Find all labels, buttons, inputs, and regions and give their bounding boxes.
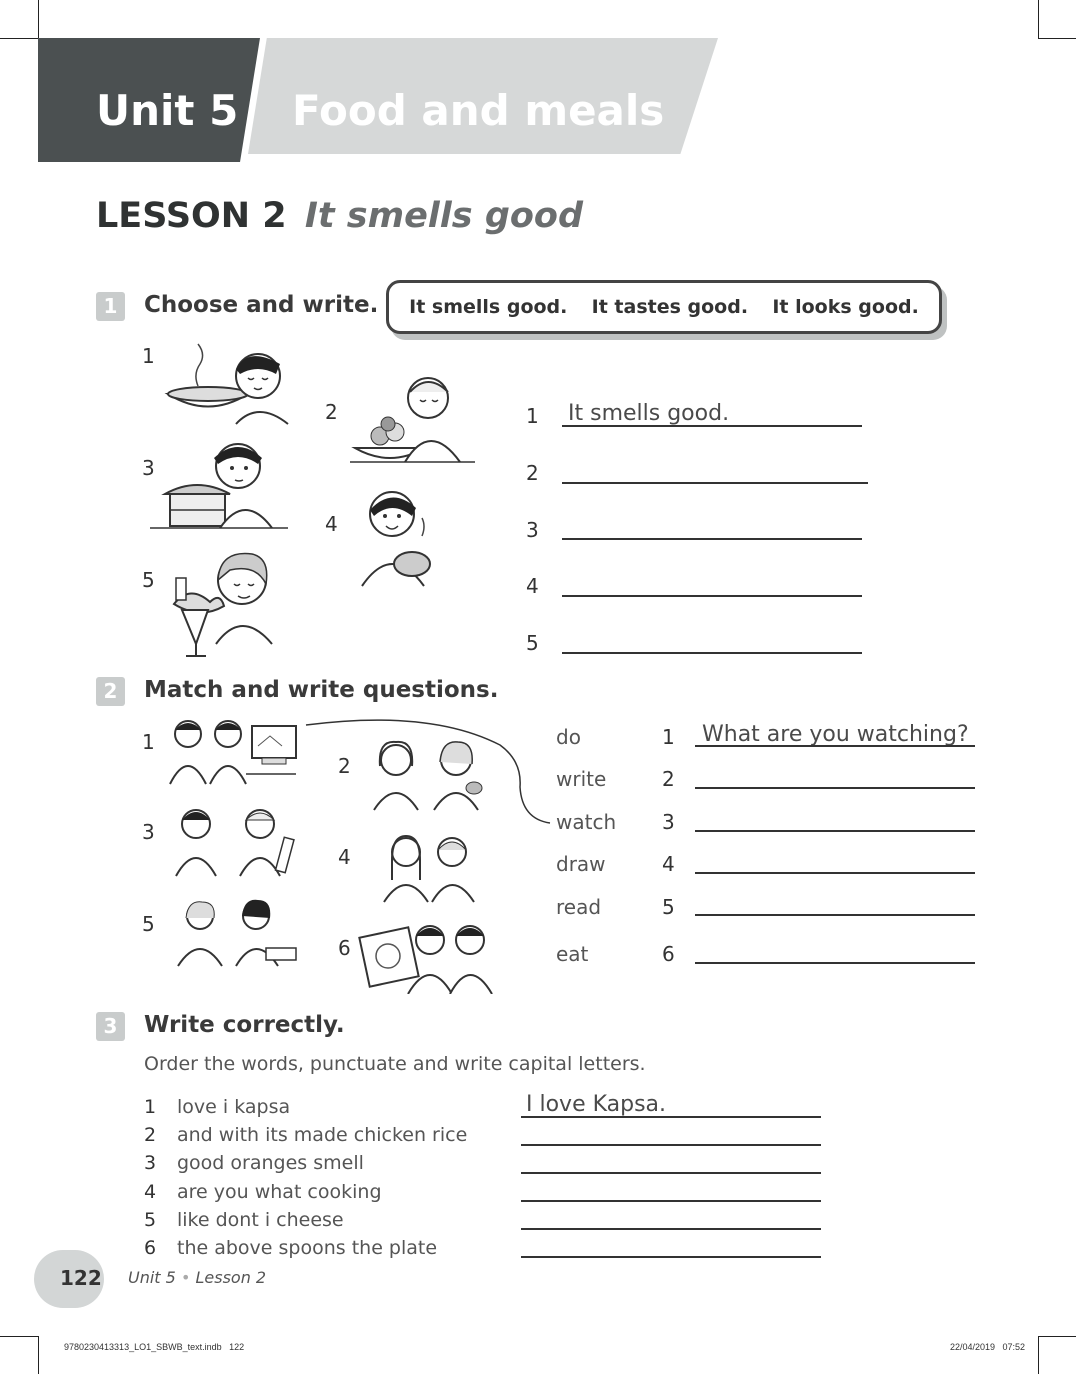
answer-line[interactable] — [562, 595, 862, 597]
footer-separator: • — [180, 1268, 191, 1287]
exercise-number: 2 — [96, 677, 125, 706]
answer-text[interactable]: It smells good. — [568, 401, 730, 426]
unit-title: Food and meals — [292, 86, 665, 135]
crop-mark — [38, 0, 39, 38]
boy-looking-at-cake-illustration — [150, 436, 290, 536]
footer-unit: Unit 5 — [128, 1268, 176, 1287]
answer-number: 4 — [662, 852, 675, 876]
answer-line[interactable] — [695, 787, 975, 789]
picture-number: 2 — [325, 400, 338, 424]
answer-number: 2 — [526, 461, 539, 485]
exercise-title: Write correctly. — [144, 1012, 345, 1038]
answer-number: 6 — [662, 942, 675, 966]
answer-number: 5 — [526, 631, 539, 655]
answer-line[interactable] — [562, 425, 862, 427]
picture-number: 2 — [338, 754, 351, 778]
item-number: 4 — [144, 1181, 157, 1203]
boy-holding-chicken-illustration — [352, 486, 464, 594]
item-number: 6 — [144, 1237, 157, 1259]
answer-number: 5 — [662, 895, 675, 919]
lesson-label: LESSON 2 — [96, 196, 287, 236]
item-number: 3 — [144, 1152, 157, 1174]
item-number: 5 — [144, 1209, 157, 1231]
picture-number: 3 — [142, 820, 155, 844]
answer-line[interactable] — [695, 914, 975, 916]
exercise-instruction: Order the words, punctuate and write capital letters. — [144, 1053, 646, 1075]
verb-option[interactable]: read — [556, 895, 602, 919]
picture-number: 6 — [338, 936, 351, 960]
crop-mark — [0, 38, 38, 39]
matching-line — [290, 715, 560, 835]
phrase-option: It looks good. — [772, 296, 919, 318]
answer-text[interactable]: I love Kapsa. — [526, 1092, 667, 1117]
answer-line[interactable] — [562, 652, 862, 654]
unit-label: Unit 5 — [96, 86, 239, 135]
answer-number: 3 — [662, 810, 675, 834]
boy-tasting-salad-illustration — [350, 370, 480, 470]
boys-writing-illustration — [168, 804, 302, 878]
answer-line[interactable] — [521, 1172, 821, 1174]
answer-line[interactable] — [695, 872, 975, 874]
page-number: 122 — [60, 1266, 102, 1290]
girl-with-ice-cream-illustration — [160, 544, 292, 662]
exercise-title: Match and write questions. — [144, 677, 499, 703]
phrase-box — [386, 280, 942, 334]
phrase-option: It tastes good. — [591, 296, 749, 318]
girls-talking-illustration — [380, 830, 480, 904]
scrambled-words: are you what cooking — [177, 1181, 382, 1203]
answer-line[interactable] — [562, 538, 862, 540]
verb-option[interactable]: draw — [556, 852, 606, 876]
boy-smelling-soup-illustration — [158, 334, 294, 430]
crop-mark — [1038, 1336, 1076, 1337]
picture-number: 1 — [142, 344, 155, 368]
print-file-info: 9780230413313_LO1_SBWB_text.indb 122 — [64, 1342, 245, 1352]
answer-line[interactable] — [521, 1228, 821, 1230]
scrambled-words: and with its made chicken rice — [177, 1124, 468, 1146]
exercise-number: 3 — [96, 1012, 125, 1041]
print-date-info: 22/04/2019 07:52 — [950, 1342, 1026, 1352]
crop-mark — [0, 1336, 38, 1337]
crop-mark — [1038, 0, 1039, 38]
answer-number: 1 — [662, 725, 675, 749]
picture-number: 3 — [142, 456, 155, 480]
answer-line[interactable] — [562, 482, 868, 484]
exercise-title: Choose and write. — [144, 292, 379, 318]
answer-text[interactable]: What are you watching? — [702, 722, 969, 747]
picture-number: 1 — [142, 730, 155, 754]
boys-watching-tv-illustration — [166, 716, 300, 786]
scrambled-words: good oranges smell — [177, 1152, 364, 1174]
picture-number: 4 — [325, 512, 338, 536]
answer-line[interactable] — [695, 830, 975, 832]
answer-line[interactable] — [521, 1116, 821, 1118]
answer-line[interactable] — [521, 1256, 821, 1258]
item-number: 1 — [144, 1096, 157, 1118]
verb-option[interactable]: eat — [556, 942, 589, 966]
answer-line[interactable] — [521, 1200, 821, 1202]
verb-option[interactable]: do — [556, 725, 581, 749]
answer-line[interactable] — [695, 962, 975, 964]
verb-option[interactable]: watch — [556, 810, 617, 834]
answer-number: 1 — [526, 404, 539, 428]
answer-number: 2 — [662, 767, 675, 791]
footer-reference — [128, 1268, 266, 1287]
picture-number: 4 — [338, 845, 351, 869]
phrase-option: It smells good. — [409, 296, 568, 318]
scrambled-words: like dont i cheese — [177, 1209, 344, 1231]
lesson-title: It smells good — [304, 196, 584, 236]
answer-line[interactable] — [695, 745, 975, 747]
lesson-heading — [96, 196, 583, 236]
boys-drawing-illustration — [358, 918, 502, 994]
crop-mark — [1038, 1336, 1039, 1374]
scrambled-words: love i kapsa — [177, 1096, 291, 1118]
picture-number: 5 — [142, 568, 155, 592]
footer-lesson: Lesson 2 — [195, 1268, 267, 1287]
answer-number: 3 — [526, 518, 539, 542]
crop-mark — [38, 1336, 39, 1374]
exercise-number: 1 — [96, 292, 125, 321]
children-reading-illustration — [170, 898, 304, 968]
verb-option[interactable]: write — [556, 767, 607, 791]
picture-number: 5 — [142, 912, 155, 936]
answer-line[interactable] — [521, 1144, 821, 1146]
crop-mark — [1038, 38, 1076, 39]
item-number: 2 — [144, 1124, 157, 1146]
scrambled-words: the above spoons the plate — [177, 1237, 438, 1259]
answer-number: 4 — [526, 574, 539, 598]
